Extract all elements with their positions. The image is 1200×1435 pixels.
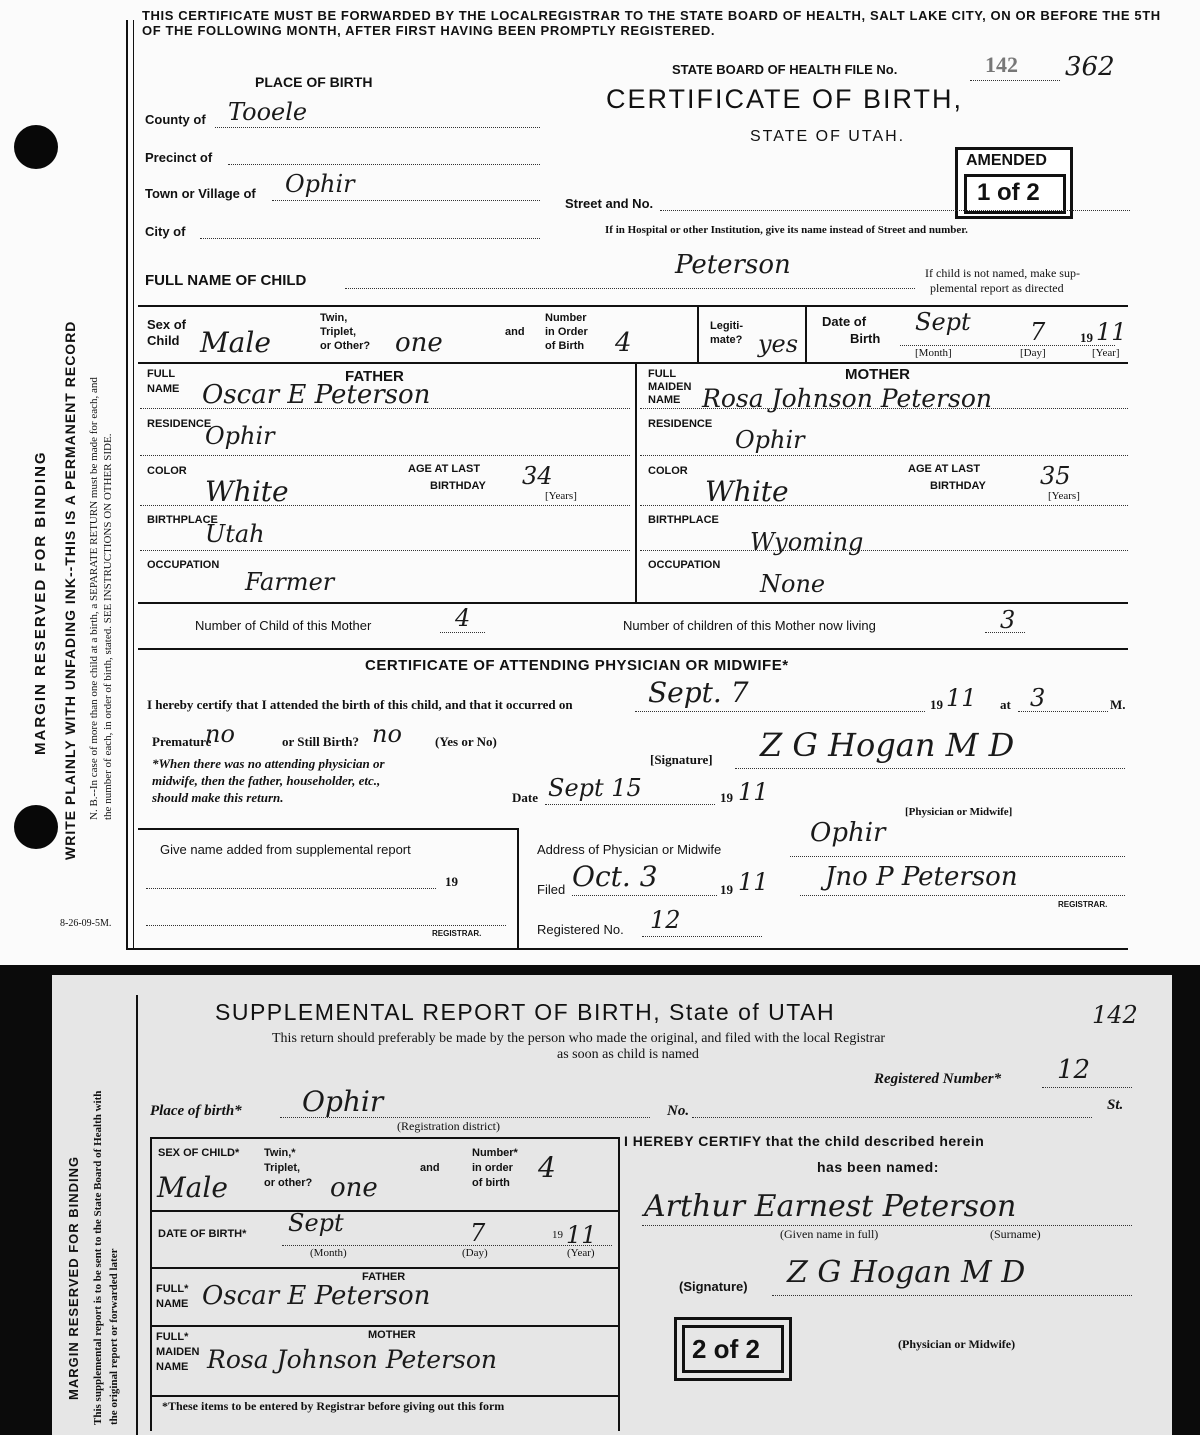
supp-sex-value: Male bbox=[157, 1171, 228, 1204]
supp-registrar-caption: REGISTRAR. bbox=[432, 929, 482, 938]
legit-label-1: Legiti- bbox=[710, 320, 743, 332]
occurred-year-prefix: 19 bbox=[930, 697, 943, 712]
time-line bbox=[1018, 711, 1108, 712]
supp-father-row-bottom bbox=[150, 1325, 620, 1327]
supp-dob-year: 11 bbox=[566, 1221, 597, 1249]
town-value: Ophir bbox=[285, 170, 355, 198]
file-number-handwritten: 362 bbox=[1065, 52, 1115, 82]
filed-year: 11 bbox=[738, 868, 769, 896]
father-residence-line bbox=[140, 455, 630, 456]
date-label: Date bbox=[512, 790, 538, 805]
town-label: Town or Village of bbox=[145, 186, 256, 201]
supp-sex-label: SEX OF CHILD* bbox=[158, 1147, 240, 1159]
supp-stamp bbox=[674, 1317, 792, 1381]
father-birthplace-label: BIRTHPLACE bbox=[147, 514, 218, 526]
occurred-date: Sept. 7 bbox=[648, 676, 749, 709]
mother-name-label: NAME bbox=[648, 394, 681, 406]
registrar-caption: REGISTRAR. bbox=[1058, 900, 1108, 909]
precinct-line bbox=[228, 164, 540, 165]
mother-full-label: FULL bbox=[648, 368, 677, 380]
year-caption: [Year] bbox=[1092, 347, 1120, 359]
supp-twin-label-2: Triplet, bbox=[264, 1162, 301, 1174]
child-number-line bbox=[440, 632, 485, 633]
margin-note-line1: N. B.--In case of more than one child at a birth, a SEPARATE RETURN must be made for each, and bbox=[88, 377, 100, 820]
supp-margin-note-1: This supplemental report is to be sent to the State Board of Health with bbox=[92, 1090, 104, 1425]
supp-number-handwritten: 142 bbox=[1092, 1001, 1138, 1029]
father-residence-label: RESIDENCE bbox=[147, 418, 212, 430]
registrar-signature: Jno P Peterson bbox=[825, 862, 1018, 892]
supp-table-top bbox=[150, 1137, 620, 1139]
certificate-title: CERTIFICATE OF BIRTH, bbox=[606, 84, 964, 114]
supp-order-label-1: Number* bbox=[472, 1147, 518, 1159]
supp-year-caption: (Year) bbox=[567, 1247, 595, 1259]
supp-child-name-line bbox=[642, 1225, 1132, 1226]
supp-registered-line bbox=[1042, 1087, 1132, 1088]
street-label: Street and No. bbox=[565, 196, 654, 211]
place-of-birth-heading: PLACE OF BIRTH bbox=[255, 74, 373, 90]
supp-footnote: *These items to be entered by Registrar before giving out this form bbox=[162, 1399, 505, 1413]
mother-heading: MOTHER bbox=[845, 366, 910, 383]
town-line bbox=[272, 200, 540, 201]
supp-father-full-label: FULL* bbox=[156, 1283, 189, 1295]
filed-year-prefix: 19 bbox=[720, 882, 733, 897]
supp-subtitle-1: This return should preferably be made by the person who made the original, and filed with the local Registrar bbox=[272, 1031, 886, 1046]
supp-registered-label: Registered Number* bbox=[874, 1071, 1002, 1087]
mother-maiden-label: MAIDEN bbox=[648, 381, 692, 393]
supp-mother-heading: MOTHER bbox=[368, 1329, 416, 1341]
supp-dob-day: 7 bbox=[470, 1219, 486, 1247]
county-line bbox=[215, 127, 540, 128]
supp-twin-value: one bbox=[330, 1173, 378, 1203]
punch-hole bbox=[14, 125, 58, 169]
twin-value: one bbox=[395, 328, 443, 358]
mother-age-label-2: BIRTHDAY bbox=[930, 480, 986, 492]
father-age-label-2: BIRTHDAY bbox=[430, 480, 486, 492]
left-border bbox=[126, 20, 128, 950]
not-named-note-2: plemental report as directed bbox=[930, 281, 1064, 295]
supp-twin-label-1: Twin,* bbox=[264, 1147, 296, 1159]
father-birthplace-line bbox=[140, 550, 630, 551]
certify-text: I hereby certify that I attended the birth of this child, and that it occurred on bbox=[147, 697, 573, 712]
supp-dob-month: Sept bbox=[288, 1209, 344, 1237]
supp-margin-binding-text: MARGIN RESERVED FOR BINDING bbox=[66, 1155, 81, 1400]
supp-mother-maiden-label: MAIDEN bbox=[156, 1346, 200, 1358]
supp-child-name: Arthur Earnest Peterson bbox=[644, 1189, 1017, 1224]
supp-registered-value: 12 bbox=[1057, 1055, 1091, 1085]
supp-place-value: Ophir bbox=[302, 1085, 384, 1118]
registered-value: 12 bbox=[650, 906, 681, 934]
supp-registrar-line bbox=[146, 925, 506, 926]
filed-line bbox=[572, 895, 717, 896]
table-top-border bbox=[138, 305, 1128, 307]
sign-date-line bbox=[545, 804, 715, 805]
supp-mother-full-label: FULL* bbox=[156, 1331, 189, 1343]
sign-year-prefix: 19 bbox=[720, 790, 733, 805]
supp-place-label: Place of birth* bbox=[150, 1103, 242, 1119]
premature-value: no bbox=[205, 720, 235, 748]
mother-residence: Ophir bbox=[735, 426, 805, 454]
father-color: White bbox=[205, 475, 289, 508]
occurred-time: 3 bbox=[1030, 684, 1046, 712]
supp-father-heading: FATHER bbox=[362, 1271, 406, 1283]
margin-binding-text: MARGIN RESERVED FOR BINDING bbox=[32, 450, 49, 755]
margin-permanent-record-text: WRITE PLAINLY WITH UNFADING INK--THIS IS A PERMANENT RECORD bbox=[62, 320, 78, 860]
supp-signature-value: Z G Hogan M D bbox=[787, 1255, 1026, 1290]
sex-row-bottom bbox=[138, 362, 1128, 364]
premature-label: Premature bbox=[152, 734, 212, 749]
supp-given-caption: (Given name in full) bbox=[780, 1227, 879, 1241]
father-color-line bbox=[140, 505, 630, 506]
amended-stamp-bottom: 1 of 2 bbox=[977, 179, 1040, 206]
mother-age: 35 bbox=[1040, 462, 1071, 490]
child-number-value: 4 bbox=[455, 604, 471, 632]
not-named-note-1: If child is not named, make sup- bbox=[925, 266, 1080, 280]
father-occupation-label: OCCUPATION bbox=[147, 559, 220, 571]
mother-age-label-1: AGE AT LAST bbox=[908, 463, 981, 475]
supp-order-label-3: of birth bbox=[472, 1177, 510, 1189]
margin-note-line2: the number of each, in order of birth, stated. SEE INSTRUCTIONS ON OTHER SIDE. bbox=[102, 433, 114, 820]
twin-label-2: Triplet, bbox=[320, 326, 357, 338]
supp-place-line bbox=[280, 1117, 650, 1118]
mother-residence-label: RESIDENCE bbox=[648, 418, 713, 430]
file-number-line bbox=[970, 80, 1060, 81]
month-caption: [Month] bbox=[915, 347, 952, 359]
file-number-value: 142 bbox=[985, 52, 1018, 77]
sex-value: Male bbox=[200, 326, 271, 359]
signature-line bbox=[735, 768, 1125, 769]
registered-label: Registered No. bbox=[537, 922, 624, 937]
sign-date: Sept 15 bbox=[548, 774, 642, 802]
father-name: Oscar E Peterson bbox=[202, 380, 431, 410]
mother-color-line bbox=[640, 505, 1128, 506]
living-value: 3 bbox=[1000, 606, 1016, 634]
mother-birthplace-label: BIRTHPLACE bbox=[648, 514, 719, 526]
mother-name-line bbox=[640, 408, 1128, 409]
still-label: or Still Birth? bbox=[282, 734, 360, 749]
registrar-line bbox=[800, 895, 1125, 896]
supp-title: SUPPLEMENTAL REPORT OF BIRTH, State of UTAH bbox=[215, 999, 836, 1025]
father-age-label-1: AGE AT LAST bbox=[408, 463, 481, 475]
supp-twin-label-3: or other? bbox=[264, 1177, 313, 1189]
full-name-label: FULL NAME OF CHILD bbox=[145, 272, 307, 289]
supp-certify-2: has been named: bbox=[817, 1159, 939, 1175]
supp-father-name-label: NAME bbox=[156, 1298, 189, 1310]
supp-no-label: No. bbox=[667, 1103, 690, 1119]
father-name-label: NAME bbox=[147, 383, 180, 395]
supp-stamp-inner bbox=[682, 1325, 784, 1373]
supp-year: 19 bbox=[445, 874, 458, 889]
supp-order-label-2: in order bbox=[472, 1162, 513, 1174]
father-name-line bbox=[140, 408, 630, 409]
county-value: Tooele bbox=[228, 98, 308, 126]
dob-day: 7 bbox=[1030, 318, 1046, 346]
living-line bbox=[985, 632, 1025, 633]
city-label: City of bbox=[145, 224, 186, 239]
legit-separator bbox=[697, 305, 699, 363]
supp-surname-caption: (Surname) bbox=[990, 1227, 1041, 1241]
mother-name: Rosa Johnson Peterson bbox=[702, 384, 993, 413]
supp-signature-line bbox=[772, 1295, 1132, 1296]
twin-label-1: Twin, bbox=[320, 312, 348, 324]
supplemental-sheet bbox=[52, 975, 1172, 1435]
father-heading: FATHER bbox=[345, 368, 404, 385]
and-label: and bbox=[505, 326, 525, 338]
supp-dob-row-bottom bbox=[150, 1267, 620, 1269]
father-birthplace: Utah bbox=[205, 520, 265, 548]
supp-district-caption: (Registration district) bbox=[397, 1119, 500, 1133]
mother-birthplace-line bbox=[640, 550, 1128, 551]
address-line bbox=[790, 856, 1125, 857]
note-line-3: should make this return. bbox=[152, 790, 284, 805]
form-code: 8-26-09-5M. bbox=[60, 918, 112, 929]
supp-physician-caption: (Physician or Midwife) bbox=[898, 1337, 1016, 1351]
mother-color-label: COLOR bbox=[648, 465, 688, 477]
registered-line bbox=[642, 936, 762, 937]
signature-value: Z G Hogan M D bbox=[760, 726, 1015, 764]
supp-st-label: St. bbox=[1107, 1097, 1124, 1113]
sex-label-2: Child bbox=[147, 333, 180, 348]
supp-table-left bbox=[150, 1137, 152, 1431]
filed-value: Oct. 3 bbox=[572, 860, 658, 893]
supp-stamp-text: 2 of 2 bbox=[692, 1334, 760, 1364]
city-line bbox=[200, 238, 540, 239]
order-value: 4 bbox=[615, 328, 632, 358]
dob-year: 11 bbox=[1096, 318, 1127, 346]
order-label-1: Number bbox=[545, 312, 587, 324]
amended-stamp-box bbox=[964, 174, 1066, 214]
supp-box-text: Give name added from supplemental report bbox=[160, 842, 411, 857]
order-label-2: in Order bbox=[545, 326, 588, 338]
supp-box-top bbox=[138, 828, 518, 830]
street-line bbox=[660, 210, 1130, 211]
physician-caption: [Physician or Midwife] bbox=[905, 806, 1013, 818]
supp-left-border bbox=[136, 995, 138, 1435]
supp-and-label: and bbox=[420, 1162, 440, 1174]
address-label: Address of Physician or Midwife bbox=[537, 842, 722, 857]
still-value: no bbox=[372, 720, 402, 748]
file-number-label: STATE BOARD OF HEALTH FILE No. bbox=[672, 62, 898, 77]
supp-day-caption: (Day) bbox=[462, 1247, 488, 1259]
dob-year-prefix: 19 bbox=[1080, 330, 1093, 345]
father-occupation: Farmer bbox=[245, 568, 335, 596]
supp-certify-1: I HEREBY CERTIFY that the child described herein bbox=[624, 1133, 985, 1149]
precinct-label: Precinct of bbox=[145, 150, 213, 165]
parents-bottom bbox=[138, 602, 1128, 604]
address-value: Ophir bbox=[810, 818, 886, 848]
father-years-caption: [Years] bbox=[545, 490, 577, 502]
full-name-line bbox=[345, 288, 915, 289]
occurred-year: 11 bbox=[946, 684, 977, 712]
punch-hole bbox=[14, 805, 58, 849]
dob-label-1: Date of bbox=[822, 314, 867, 329]
supp-name-line bbox=[146, 888, 436, 889]
day-caption: [Day] bbox=[1020, 347, 1046, 359]
living-label: Number of children of this Mother now living bbox=[623, 618, 876, 633]
mother-years-caption: [Years] bbox=[1048, 490, 1080, 502]
hospital-note: If in Hospital or other Institution, give its name instead of Street and number. bbox=[605, 224, 968, 236]
father-residence: Ophir bbox=[205, 422, 275, 450]
supp-no-line bbox=[692, 1117, 1092, 1118]
mother-birthplace: Wyoming bbox=[750, 528, 864, 556]
supp-mother-name: Rosa Johnson Peterson bbox=[207, 1345, 498, 1374]
supp-margin-note-2: the original report or forwarded later bbox=[108, 1248, 120, 1425]
parents-separator bbox=[635, 362, 637, 604]
child-number-label: Number of Child of this Mother bbox=[195, 618, 372, 633]
certificate-bottom bbox=[126, 948, 1128, 950]
header-notice: THIS CERTIFICATE MUST BE FORWARDED BY THE LOCALREGISTRAR TO THE STATE BOARD OF HEALTH, SALT LAKE CITY, ON OR BEFORE THE 5TH OF THE FOLLOWING MONTH, AFTER FIRST HAVING BEEN PROMPTLY REGISTERED. bbox=[142, 8, 1161, 38]
supp-box-right bbox=[517, 828, 519, 948]
dob-separator bbox=[805, 305, 807, 363]
order-label-3: of Birth bbox=[545, 340, 585, 352]
supp-order-value: 4 bbox=[538, 1151, 556, 1184]
filed-label: Filed bbox=[537, 882, 566, 897]
supp-dob-line bbox=[282, 1245, 612, 1246]
amended-stamp bbox=[955, 147, 1073, 219]
occurred-line bbox=[635, 711, 925, 712]
sex-label-1: Sex of bbox=[147, 317, 187, 332]
time-suffix: M. bbox=[1110, 697, 1126, 712]
supp-dob-year-prefix: 19 bbox=[552, 1229, 563, 1241]
left-border-inner bbox=[133, 20, 134, 950]
father-age: 34 bbox=[522, 462, 553, 490]
supp-mother-row-bottom bbox=[150, 1395, 620, 1397]
legit-label-2: mate? bbox=[710, 334, 743, 346]
note-line-2: midwife, then the father, householder, etc., bbox=[152, 773, 381, 788]
note-line-1: *When there was no attending physician or bbox=[152, 756, 385, 771]
twin-label-3: or Other? bbox=[320, 340, 371, 352]
physician-heading: CERTIFICATE OF ATTENDING PHYSICIAN OR MIDWIFE* bbox=[365, 657, 789, 674]
dob-month: Sept bbox=[915, 308, 971, 336]
yes-no-caption: (Yes or No) bbox=[435, 734, 497, 749]
amended-stamp-top: AMENDED bbox=[966, 152, 1047, 169]
legit-value: yes bbox=[758, 330, 799, 358]
mother-occupation: None bbox=[760, 570, 826, 598]
father-color-label: COLOR bbox=[147, 465, 187, 477]
father-full-label: FULL bbox=[147, 368, 176, 380]
sign-year: 11 bbox=[738, 778, 769, 806]
supp-signature-label: (Signature) bbox=[679, 1279, 748, 1294]
mother-occupation-label: OCCUPATION bbox=[648, 559, 721, 571]
supp-dob-label: DATE OF BIRTH* bbox=[158, 1228, 247, 1240]
supp-mother-name-label: NAME bbox=[156, 1361, 189, 1373]
supp-month-caption: (Month) bbox=[310, 1247, 347, 1259]
signature-label: [Signature] bbox=[650, 752, 713, 767]
dob-label-2: Birth bbox=[850, 331, 881, 346]
mother-residence-line bbox=[640, 455, 1128, 456]
county-label: County of bbox=[145, 112, 206, 127]
supp-father-name: Oscar E Peterson bbox=[202, 1281, 431, 1311]
certificate-subtitle: STATE OF UTAH. bbox=[750, 128, 906, 145]
full-name-value: Peterson bbox=[675, 250, 791, 280]
supp-table-right bbox=[618, 1137, 620, 1431]
mother-color: White bbox=[705, 475, 789, 508]
at-label: at bbox=[1000, 697, 1011, 712]
supp-subtitle-2: as soon as child is named bbox=[557, 1047, 699, 1062]
physician-top bbox=[138, 648, 1128, 650]
supp-sex-row-bottom bbox=[150, 1210, 620, 1212]
